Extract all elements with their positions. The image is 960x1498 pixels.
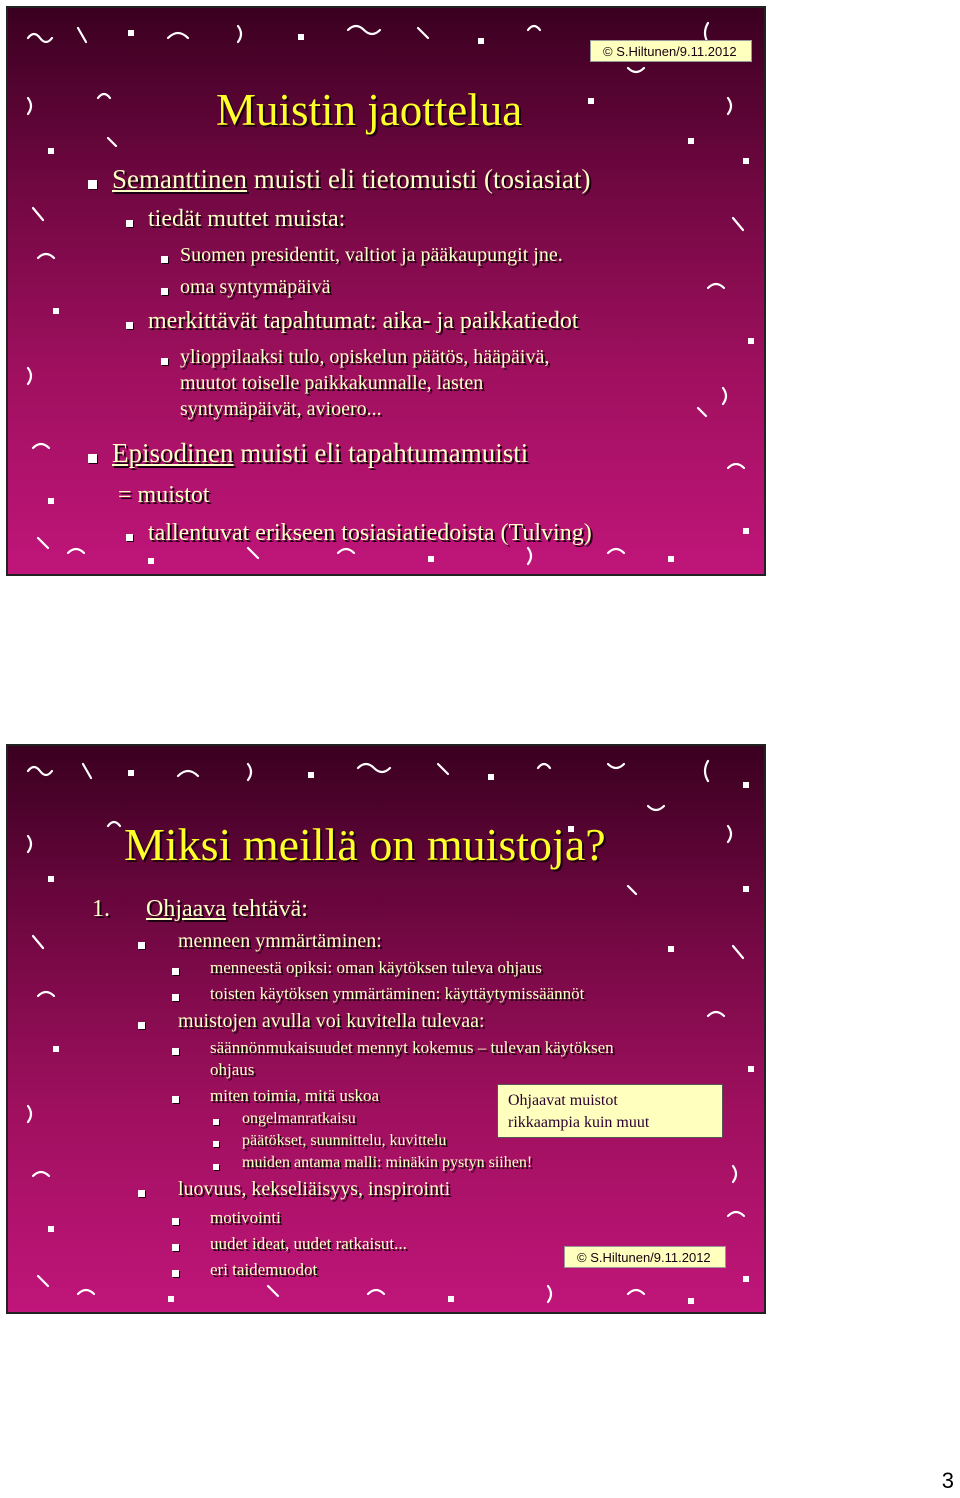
list-item: ongelmanratkaisu (242, 1110, 356, 1127)
page-number: 3 (941, 1468, 954, 1493)
episodic-link[interactable]: Episodinen (112, 438, 234, 468)
episodic-memory-heading (112, 438, 528, 469)
slide-title: Muistin jaottelua (216, 85, 523, 135)
ohjaava-link[interactable]: Ohjaava (146, 896, 226, 922)
copyright-label: © S.Hiltunen/9.11.2012 (590, 40, 752, 62)
list-item: toisten käytöksen ymmärtäminen: käyttäytymissäännöt (210, 984, 585, 1003)
bullet (161, 256, 168, 263)
bullet (213, 1119, 219, 1125)
bullet (161, 288, 168, 295)
bullet (213, 1164, 219, 1170)
bullet (172, 1218, 179, 1225)
bullet (213, 1141, 219, 1147)
callout-line-1: Ohjaavat muistot (508, 1092, 618, 1109)
list-item-continued: syntymäpäivät, avioero... (180, 398, 382, 420)
list-item: tiedät muttet muista: (148, 206, 346, 232)
bullet (172, 1244, 179, 1251)
list-item: muiden antama malli: minäkin pystyn siihen! (242, 1154, 533, 1171)
list-item: ylioppilaaksi tulo, opiskelun päätös, hääpäivä, (180, 346, 550, 368)
list-item: muistojen avulla voi kuvitella tulevaa: (178, 1010, 485, 1032)
bullet (88, 180, 97, 189)
list-item: menneestä opiksi: oman käytöksen tuleva ohjaus (210, 958, 542, 977)
list-item: eri taidemuodot (210, 1260, 318, 1279)
list-item: merkittävät tapahtumat: aika- ja paikkatiedot (148, 308, 579, 334)
list-item-continued: muutot toiselle paikkakunnalle, lasten (180, 372, 484, 394)
bullet (161, 358, 168, 365)
bullet (172, 1096, 179, 1103)
bullet (172, 994, 179, 1001)
semantic-memory-heading (112, 164, 590, 195)
list-item: oma syntymäpäivä (180, 276, 331, 298)
list-item: Suomen presidentit, valtiot ja pääkaupungit jne. (180, 244, 563, 266)
list-item: uudet ideat, uudet ratkaisut... (210, 1234, 407, 1253)
bullet (172, 1270, 179, 1277)
heading-rest: muisti eli tapahtumamuisti (233, 438, 529, 468)
list-item: säännönmukaisuudet mennyt kokemus – tulevan käytöksen (210, 1038, 614, 1057)
callout-box (497, 1084, 723, 1138)
list-item: = muistot (118, 482, 210, 508)
heading-rest: tehtävä: (225, 896, 308, 922)
bullet (88, 454, 97, 463)
list-item: motivointi (210, 1208, 281, 1227)
slide-title: Miksi meillä on muistoja? (124, 819, 606, 870)
bullet (138, 1022, 145, 1029)
list-item: miten toimia, mitä uskoa (210, 1086, 380, 1105)
section-heading (146, 896, 308, 923)
list-item: luovuus, kekseliäisyys, inspirointi (178, 1178, 451, 1200)
bullet (138, 1190, 145, 1197)
semantic-link[interactable]: Semanttinen (112, 164, 247, 194)
list-item: tallentuvat erikseen tosiasiatiedoista (Tulving) (148, 520, 592, 546)
slide-2 (6, 744, 766, 1314)
bullet (126, 322, 133, 329)
list-item: päätökset, suunnittelu, kuvittelu (242, 1132, 447, 1149)
bullet (172, 968, 179, 975)
section-number: 1. (92, 896, 110, 922)
copyright-label: © S.Hiltunen/9.11.2012 (564, 1246, 726, 1268)
list-item: menneen ymmärtäminen: (178, 930, 382, 952)
bullet (172, 1048, 179, 1055)
callout-line-2: rikkaampia kuin muut (508, 1114, 650, 1131)
list-item-continued: ohjaus (210, 1060, 255, 1079)
heading-rest: muisti eli tietomuisti (tosiasiat) (246, 164, 591, 194)
bullet (126, 220, 133, 227)
bullet (138, 942, 145, 949)
bullet (126, 534, 133, 541)
slide-1 (6, 6, 766, 576)
